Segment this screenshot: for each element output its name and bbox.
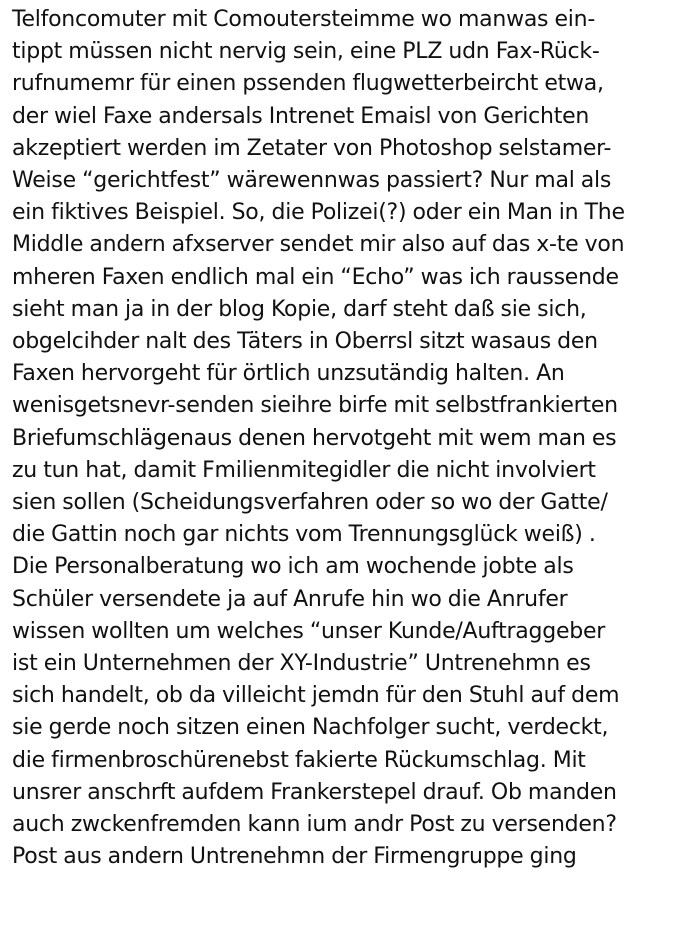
- text-line: die Gattin noch gar nichts vom Trennungsglück weiß) .: [12, 522, 596, 548]
- text-line: unsrer anschrft aufdem Frankerstepel drauf. Ob manden: [12, 779, 617, 805]
- text-line: wissen wollten um welches “unser Kunde/Auftraggeber: [12, 618, 606, 644]
- text-line: sien sollen (Scheidungsverfahren oder so wo der Gatte/: [12, 490, 608, 516]
- text-line: sie gerde noch sitzen einen Nachfolger sucht, verdeckt,: [12, 715, 609, 741]
- text-line: ist ein Unternehmen der XY-Industrie” Untrenehmn es: [12, 651, 591, 677]
- text-line: Schüler versendete ja auf Anrufe hin wo die Anrufer: [12, 586, 568, 612]
- body-text: [12, 4, 680, 873]
- text-line: auch zwckenfremden kann ium andr Post zu versenden?: [12, 812, 617, 838]
- text-line: Faxen hervorgeht für örtlich unzsutändig halten. An: [12, 361, 565, 387]
- text-line: Weise “gerichtfest” wärewennwas passiert? Nur mal als: [12, 168, 612, 194]
- text-line: ein fiktives Beispiel. So, die Polizei(?) oder ein Man in The: [12, 200, 625, 226]
- text-line: Briefumschlägenaus denen hervotgeht mit wem man es: [12, 425, 617, 451]
- text-line: sich handelt, ob da villeicht jemdn für den Stuhl auf dem: [12, 683, 620, 709]
- text-line: Middle andern afxserver sendet mir also auf das x-te von: [12, 232, 625, 258]
- text-line: akzeptiert werden im Zetater von Photoshop selstamer-: [12, 135, 612, 161]
- text-line: zu tun hat, damit Fmilienmitegidler die nicht involviert: [12, 457, 596, 483]
- text-line: rufnumemr für einen pssenden flugwetterbeircht etwa,: [12, 71, 604, 97]
- text-line: mheren Faxen endlich mal ein “Echo” was ich raussende: [12, 264, 619, 290]
- text-line: sieht man ja in der blog Kopie, darf steht daß sie sich,: [12, 296, 587, 322]
- text-line: die firmenbroschürenebst fakierte Rückumschlag. Mit: [12, 747, 586, 773]
- text-line: Post aus andern Untrenehmn der Firmengruppe ging: [12, 844, 577, 870]
- text-line: tippt müssen nicht nervig sein, eine PLZ udn Fax-Rück-: [12, 39, 600, 65]
- text-line: der wiel Faxe andersals Intrenet Emaisl von Gerichten: [12, 103, 590, 129]
- text-line: obgelcihder nalt des Täters in Oberrsl sitzt wasaus den: [12, 329, 598, 355]
- text-line: Telfoncomuter mit Comoutersteimme wo manwas ein-: [12, 7, 596, 32]
- text-line: Die Personalberatung wo ich am wochende jobte als: [12, 554, 574, 580]
- text-line: wenisgetsnevr-senden sieihre birfe mit selbstfrankierten: [12, 393, 618, 419]
